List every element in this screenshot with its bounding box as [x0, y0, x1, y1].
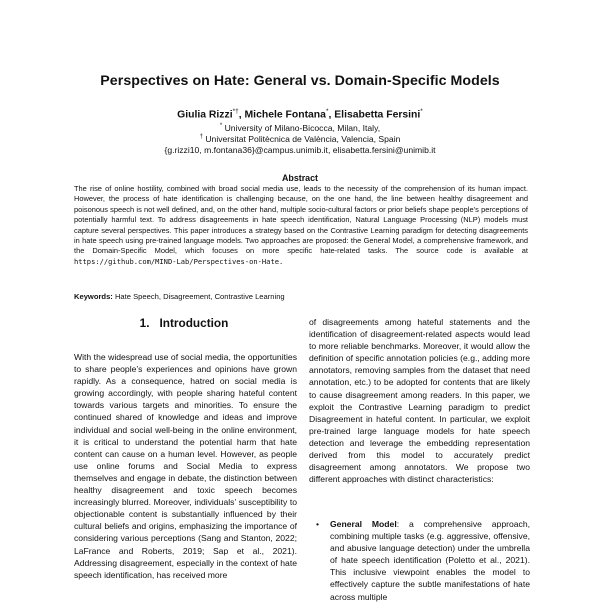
section-number: 1.	[139, 316, 150, 330]
author-separator: ,	[328, 109, 335, 121]
author-name: Michele Fontana	[244, 109, 326, 121]
abstract-heading: Abstract	[281, 173, 318, 183]
email-text: {g.rizzi10, m.fontana36}@campus.unimib.it, elisabetta.fersini@unimib.it	[164, 145, 436, 155]
paper-title: Perspectives on Hate: General vs. Domain-Specific Models	[100, 73, 500, 89]
affiliation-text: Universitat Politècnica de València, Valencia, Spain	[205, 134, 401, 144]
author-marks: *	[325, 108, 329, 115]
section-heading	[74, 316, 294, 330]
author-marks: *†	[232, 108, 239, 115]
bullet-marker: •	[316, 519, 320, 529]
keywords-text: Hate Speech, Disagreement, Contrastive Learning	[114, 292, 285, 301]
left-column-text: With the widespread use of social media, the opportunities to share people’s experiences and opinions have grown rapidly. As a consequence, hatred on social media is growing accordingly, with people sharing hateful content towards various targets and minorities. To ensure the continued shared of knowledge and ideas and improve individual and social well-being in the online environment, it is critical to understand the potential harm that hate content can cause on a human level. However, as people use online forums and Social Media to express themselves and engage in debate, the distinction between healthy disagreement and toxic speech becomes increasingly blurred. Moreover, individuals’ susceptibility to objectionable content is substantially influenced by their cultural beliefs and origins, emphasizing the importance of considering various perceptions (Sang and Stanton, 2022; LaFrance and Roberts, 2019; Sap et al., 2021). Addressing disagreement, especially in the context of hate speech identification, has received more	[74, 352, 297, 580]
keywords	[74, 292, 528, 301]
affiliation-text: University of Milano-Bicocca, Milan, Italy,	[224, 123, 381, 133]
bullet-description: : a comprehensive approach, combining multiple tasks (e.g. aggressive, offensive, and abusive language detection) under the umbrella of hate speech identification (Poletto et al., 2021). This inclusive viewpoint enables the model to effectively capture the subtle manifestations of hate across multiple	[330, 519, 530, 602]
author-marks: *	[420, 108, 423, 115]
affiliation-mark: *	[219, 123, 223, 130]
affiliation-line	[0, 134, 600, 144]
author-name: Giulia Rizzi	[177, 109, 233, 121]
abstract-body	[74, 184, 528, 267]
author-separator: ,	[238, 109, 245, 121]
abstract-text: The rise of online hostility, combined with broad social media use, leads to the necessity of the comprehension of its human impact. However, the process of hate identification is challenging because, on the one hand, the line between healthy disagreement and poisonous speech is not well defined, and, on the other hand, multiple socio-cultural factors or prior beliefs shape people’s perceptions of potentially harmful text. To address disagreements in hate speech identification, Natural Language Processing (NLP) models must capture several perspectives. This paper introduces a strategy based on the Contrastive Learning paradigm for detecting disagreements in hate speech using pre-trained language models. Two approaches are proposed: the General Model, a comprehensive framework, and the Domain-Specific Model, which focuses on more specific hate-related tasks. The source code is available at	[74, 184, 528, 256]
source-code-link[interactable]: https://github.com/MIND-Lab/Perspectives-on-Hate.	[74, 256, 284, 266]
right-column-text: of disagreements among hateful statements and the identification of disagreement-related aspects would lead to more reliable benchmarks. Moreover, it would allow the definition of specific annotation policies (e.g., adding more annotators, removing samples from the dataset that need annotation, etc.) to be adopted for contents that are likely to cause disagreement among readers. In this paper, we exploit the Contrastive Learning paradigm to predict Disagreement in hateful content. In particular, we exploit pre-trained large language models for hate speech detection and leverage the embedding representation derived from this model to accurately predict disagreement among annotators. We propose two different approaches with distinct characteristics:	[309, 317, 530, 485]
author-list	[0, 108, 600, 120]
author-name: Elisabetta Fersini	[334, 109, 421, 121]
email-line	[0, 145, 600, 155]
bullet-item	[330, 518, 530, 603]
bullet-term: General Model	[330, 519, 397, 529]
affiliation-line	[0, 123, 600, 133]
section-title: Introduction	[159, 316, 229, 330]
affiliation-mark: †	[199, 134, 203, 141]
keywords-label: Keywords:	[74, 292, 113, 301]
